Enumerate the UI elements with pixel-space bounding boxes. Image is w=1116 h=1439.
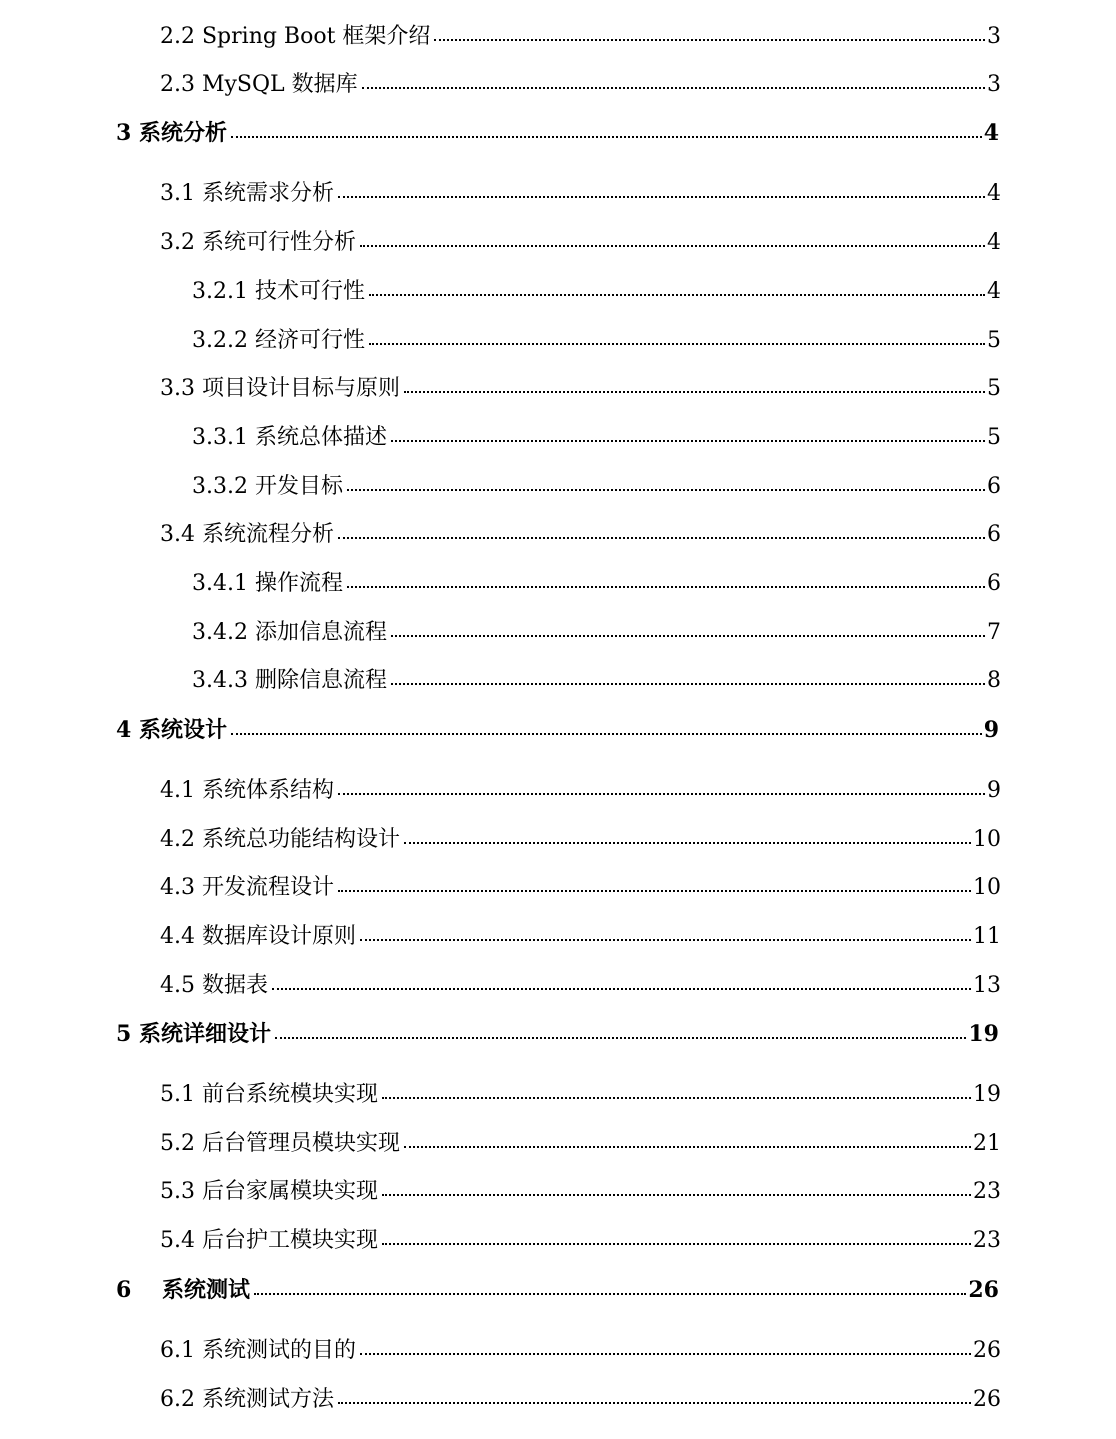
toc-entry-4-1[interactable] bbox=[160, 774, 1001, 808]
toc-entry-2-2[interactable] bbox=[160, 20, 1001, 54]
toc-entry-page: 10 bbox=[973, 827, 1001, 852]
dot-leader bbox=[391, 634, 985, 637]
toc-entry-3-2-2[interactable] bbox=[192, 324, 1001, 358]
toc-entry-title: 3.2.1 技术可行性 bbox=[192, 279, 365, 304]
toc-entry-page: 23 bbox=[973, 1179, 1001, 1204]
dot-leader bbox=[362, 86, 985, 89]
dot-leader bbox=[254, 1292, 966, 1295]
toc-entry-page: 21 bbox=[973, 1131, 1001, 1156]
toc-chapter-3[interactable] bbox=[116, 116, 999, 150]
dot-leader bbox=[338, 1401, 971, 1404]
toc-entry-3-3[interactable] bbox=[160, 372, 1001, 406]
dot-leader bbox=[382, 1193, 971, 1196]
dot-leader bbox=[382, 1242, 971, 1245]
dot-leader bbox=[369, 342, 985, 345]
dot-leader bbox=[434, 38, 985, 41]
dot-leader bbox=[360, 1352, 971, 1355]
toc-entry-5-4[interactable] bbox=[160, 1224, 1001, 1258]
toc-entry-5-2[interactable] bbox=[160, 1127, 1001, 1161]
toc-entry-page: 3 bbox=[987, 24, 1001, 49]
dot-leader bbox=[275, 1036, 966, 1039]
dot-leader bbox=[391, 439, 985, 442]
toc-entry-title: 4.2 系统总功能结构设计 bbox=[160, 827, 400, 852]
toc-entry-title: 2.3 MySQL 数据库 bbox=[160, 72, 358, 97]
toc-entry-3-2-1[interactable] bbox=[192, 275, 1001, 309]
toc-entry-3-4[interactable] bbox=[160, 518, 1001, 552]
toc-entry-page: 4 bbox=[983, 120, 999, 146]
dot-leader bbox=[338, 195, 985, 198]
dot-leader bbox=[231, 135, 982, 138]
dot-leader bbox=[347, 488, 985, 491]
dot-leader bbox=[404, 390, 985, 393]
toc-entry-page: 7 bbox=[987, 620, 1001, 645]
toc-entry-3-4-1[interactable] bbox=[192, 567, 1001, 601]
toc-entry-title: 4 系统设计 bbox=[116, 717, 227, 743]
toc-entry-3-3-1[interactable] bbox=[192, 421, 1001, 455]
toc-entry-title: 5.1 前台系统模块实现 bbox=[160, 1082, 378, 1107]
toc-entry-title: 4.4 数据库设计原则 bbox=[160, 924, 356, 949]
toc-entry-4-4[interactable] bbox=[160, 920, 1001, 954]
toc-entry-4-3[interactable] bbox=[160, 871, 1001, 905]
toc-entry-title: 6.1 系统测试的目的 bbox=[160, 1338, 356, 1363]
dot-leader bbox=[338, 536, 985, 539]
toc-entry-page: 19 bbox=[973, 1082, 1001, 1107]
toc-entry-page: 5 bbox=[987, 376, 1001, 401]
toc-chapter-4[interactable] bbox=[116, 713, 999, 747]
dot-leader bbox=[382, 1096, 971, 1099]
toc-entry-page: 13 bbox=[973, 973, 1001, 998]
toc-entry-page: 9 bbox=[987, 778, 1001, 803]
toc-entry-6-1[interactable] bbox=[160, 1334, 1001, 1368]
toc-entry-title: 3.1 系统需求分析 bbox=[160, 181, 334, 206]
toc-entry-page: 26 bbox=[973, 1387, 1001, 1412]
toc-entry-title: 4.1 系统体系结构 bbox=[160, 778, 334, 803]
toc-entry-title: 3.4 系统流程分析 bbox=[160, 522, 334, 547]
toc-entry-title: 4.5 数据表 bbox=[160, 973, 268, 998]
toc-entry-page: 4 bbox=[987, 181, 1001, 206]
toc-entry-title: 3.2.2 经济可行性 bbox=[192, 328, 365, 353]
toc-entry-page: 4 bbox=[987, 230, 1001, 255]
toc-entry-page: 26 bbox=[968, 1277, 999, 1303]
toc-entry-title: 5.4 后台护工模块实现 bbox=[160, 1228, 378, 1253]
toc-entry-title: 3.4.1 操作流程 bbox=[192, 571, 343, 596]
toc-entry-page: 6 bbox=[987, 474, 1001, 499]
toc-entry-4-2[interactable] bbox=[160, 823, 1001, 857]
toc-chapter-6[interactable] bbox=[116, 1273, 999, 1307]
toc-entry-title: 5.3 后台家属模块实现 bbox=[160, 1179, 378, 1204]
toc-entry-title: 3.3 项目设计目标与原则 bbox=[160, 376, 400, 401]
dot-leader bbox=[360, 244, 985, 247]
toc-entry-title: 3.2 系统可行性分析 bbox=[160, 230, 356, 255]
toc-entry-3-1[interactable] bbox=[160, 177, 1001, 211]
toc-entry-page: 23 bbox=[973, 1228, 1001, 1253]
toc-entry-page: 10 bbox=[973, 875, 1001, 900]
toc-entry-title: 6 系统测试 bbox=[116, 1277, 250, 1303]
toc-entry-5-1[interactable] bbox=[160, 1078, 1001, 1112]
toc-entry-title: 3.3.1 系统总体描述 bbox=[192, 425, 387, 450]
dot-leader bbox=[272, 987, 971, 990]
toc-entry-3-4-2[interactable] bbox=[192, 616, 1001, 650]
dot-leader bbox=[231, 732, 982, 735]
toc-entry-6-2[interactable] bbox=[160, 1383, 1001, 1417]
toc-entry-page: 5 bbox=[987, 328, 1001, 353]
toc-entry-title: 3.3.2 开发目标 bbox=[192, 474, 343, 499]
toc-entry-page: 26 bbox=[973, 1338, 1001, 1363]
toc-entry-page: 5 bbox=[987, 425, 1001, 450]
toc-entry-page: 19 bbox=[968, 1021, 999, 1047]
toc-entry-page: 6 bbox=[987, 571, 1001, 596]
dot-leader bbox=[404, 1145, 971, 1148]
toc-entry-title: 2.2 Spring Boot 框架介绍 bbox=[160, 24, 431, 49]
toc-entry-page: 8 bbox=[987, 668, 1001, 693]
dot-leader bbox=[347, 585, 985, 588]
toc-entry-page: 6 bbox=[987, 522, 1001, 547]
toc-entry-page: 4 bbox=[987, 279, 1001, 304]
toc-entry-5-3[interactable] bbox=[160, 1175, 1001, 1209]
toc-entry-page: 9 bbox=[983, 717, 999, 743]
dot-leader bbox=[391, 682, 985, 685]
toc-entry-4-5[interactable] bbox=[160, 969, 1001, 1003]
toc-entry-3-2[interactable] bbox=[160, 226, 1001, 260]
dot-leader bbox=[360, 938, 971, 941]
toc-entry-title: 3.4.3 删除信息流程 bbox=[192, 668, 387, 693]
toc-entry-title: 3 系统分析 bbox=[116, 120, 227, 146]
toc-entry-3-3-2[interactable] bbox=[192, 470, 1001, 504]
toc-entry-title: 3.4.2 添加信息流程 bbox=[192, 620, 387, 645]
toc-entry-title: 5.2 后台管理员模块实现 bbox=[160, 1131, 400, 1156]
toc-entry-title: 5 系统详细设计 bbox=[116, 1021, 271, 1047]
toc-chapter-5[interactable] bbox=[116, 1017, 999, 1051]
toc-entry-page: 3 bbox=[987, 72, 1001, 97]
toc-entry-page: 11 bbox=[973, 924, 1001, 949]
toc-entry-title: 4.3 开发流程设计 bbox=[160, 875, 334, 900]
toc-entry-title: 6.2 系统测试方法 bbox=[160, 1387, 334, 1412]
toc-entry-2-3[interactable] bbox=[160, 68, 1001, 102]
dot-leader bbox=[404, 841, 971, 844]
dot-leader bbox=[338, 889, 971, 892]
toc-entry-3-4-3[interactable] bbox=[192, 664, 1001, 698]
dot-leader bbox=[338, 792, 985, 795]
dot-leader bbox=[369, 293, 985, 296]
